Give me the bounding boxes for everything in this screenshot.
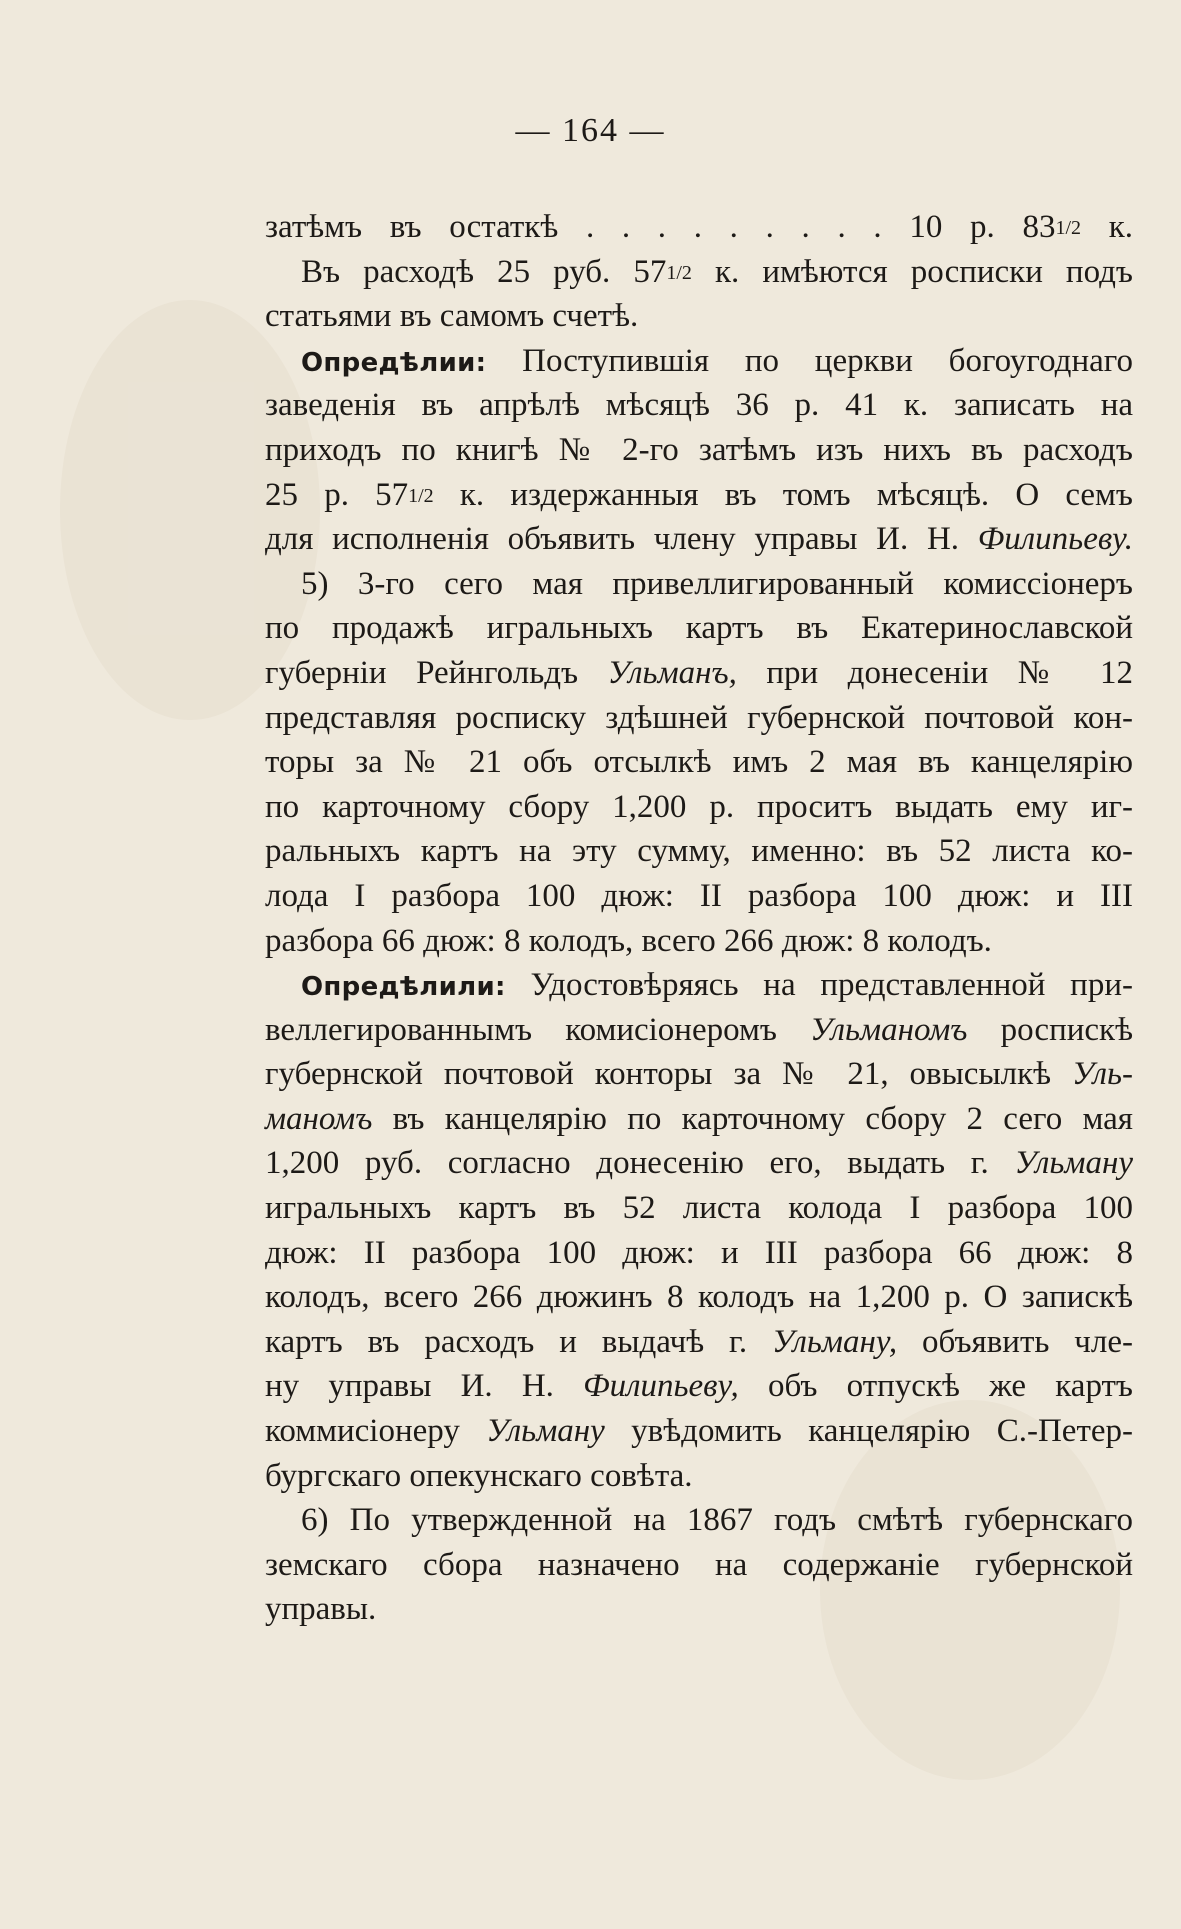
text-segment: управы. [265, 1591, 377, 1628]
italic-name: Филипьеву. [977, 521, 1133, 558]
text-segment: 1,200 руб. согласно донесенію его, выдать г. [265, 1145, 1015, 1182]
text-segment: 25 р. 57 [265, 476, 409, 513]
text-line [265, 473, 1133, 518]
page-text [265, 205, 1133, 1632]
text-line [265, 1186, 1133, 1231]
resolution-heading: Опредѣлии: [301, 347, 487, 378]
text-line [265, 339, 1133, 384]
italic-name: Ульманомъ [810, 1011, 968, 1048]
text-line [265, 874, 1133, 919]
text-segment: Поступившія по церкви богоугоднаго [486, 342, 1133, 379]
text-line [265, 606, 1133, 651]
text-segment: по продажѣ игральныхъ картъ въ Екатеринославской [265, 610, 1133, 647]
text-segment: по карточному сбору 1,200 р. проситъ выдать ему иг- [265, 788, 1133, 825]
resolution-heading: Опредѣлили: [301, 972, 506, 1003]
text-segment: дюж: II разбора 100 дюж: и III разбора 66 дюж: 8 [265, 1234, 1133, 1271]
fraction: 1/2 [1055, 217, 1082, 239]
text-segment: разбора 66 дюж: 8 колодъ, всего 266 дюж: 8 колодъ. [265, 922, 992, 959]
text-line [265, 1141, 1133, 1186]
text-line [265, 1409, 1133, 1454]
text-segment: бургскаго опекунскаго совѣта. [265, 1457, 693, 1494]
text-line [265, 383, 1133, 428]
text-segment: губерніи Рейнгольдъ [265, 654, 608, 691]
text-line [265, 1320, 1133, 1365]
text-segment: лода I разбора 100 дюж: II разбора 100 дюж: и III [265, 877, 1133, 914]
fraction: 1/2 [666, 261, 692, 284]
text-segment: приходъ по книгѣ № 2-го затѣмъ изъ нихъ въ расходъ [265, 431, 1133, 468]
text-segment: заведенія въ апрѣлѣ мѣсяцѣ 36 р. 41 к. записать на [265, 387, 1133, 424]
text-segment: Удостовѣряясь на представленной при- [505, 967, 1133, 1004]
text-line [265, 785, 1133, 830]
italic-name: Ульману [486, 1413, 605, 1450]
italic-name: Филипьеву, [583, 1368, 739, 1405]
italic-name: Ульману [1014, 1145, 1133, 1182]
text-segment: колодъ, всего 266 дюжинъ 8 колодъ на 1,200 р. О запискѣ [265, 1279, 1133, 1316]
text-line [265, 1097, 1133, 1142]
text-line [265, 696, 1133, 741]
text-line [265, 1231, 1133, 1276]
text-segment: веллегированнымъ комисіонеромъ [265, 1011, 811, 1048]
text-segment: земскаго сбора назначено на содержаніе губернской [265, 1546, 1133, 1583]
text-segment: статьями въ самомъ счетѣ. [265, 298, 639, 335]
text-line [265, 651, 1133, 696]
text-segment: игральныхъ картъ въ 52 листа колода I разбора 100 [265, 1190, 1133, 1227]
text-line [265, 250, 1133, 295]
text-segment: картъ въ расходъ и выдачѣ г. [265, 1323, 772, 1360]
text-segment: ральныхъ картъ на эту сумму, именно: въ 52 листа ко- [265, 833, 1133, 870]
text-line [265, 1364, 1133, 1409]
italic-name: Уль- [1072, 1056, 1133, 1093]
text-line [265, 1543, 1133, 1588]
text-segment: к. имѣются росписки подъ [691, 253, 1133, 290]
text-segment: ну управы И. Н. [265, 1368, 584, 1405]
text-segment: Въ расходѣ 25 руб. 57 [301, 253, 667, 290]
text-segment: торы за № 21 объ отсылкѣ имъ 2 мая въ канцелярію [265, 744, 1133, 781]
text-segment: объявить чле- [897, 1323, 1133, 1360]
text-segment: при донесеніи № 12 [736, 654, 1133, 691]
text-segment: представляя росписку здѣшней губернской почтовой кон- [265, 699, 1133, 736]
text-line [265, 1454, 1133, 1499]
text-segment: к. [1081, 209, 1133, 245]
text-line [265, 294, 1133, 339]
text-line [265, 205, 1133, 250]
text-segment: объ отпускѣ же картъ [738, 1368, 1133, 1405]
text-line [265, 517, 1133, 562]
text-segment: коммисіонеру [265, 1413, 487, 1450]
text-segment: увѣдомить канцелярію С.-Петер- [604, 1413, 1134, 1450]
text-line [265, 1498, 1133, 1543]
text-line [265, 1587, 1133, 1632]
text-segment: роспискѣ [967, 1011, 1133, 1048]
page-number: — 164 — [515, 112, 666, 149]
fraction: 1/2 [408, 484, 434, 507]
text-segment: к. издержанныя въ томъ мѣсяцѣ. О семъ [433, 476, 1133, 513]
text-segment: въ канцелярію по карточному сбору 2 сего мая [372, 1100, 1133, 1137]
text-line [265, 1275, 1133, 1320]
text-segment: губернской почтовой конторы за № 21, овысылкѣ [265, 1056, 1073, 1093]
text-segment: для исполненія объявить члену управы И. Н. [265, 521, 978, 558]
text-line [265, 963, 1133, 1008]
italic-name: Ульманъ, [607, 654, 737, 691]
text-line [265, 740, 1133, 785]
italic-name: маномъ [265, 1100, 373, 1137]
text-line [265, 1008, 1133, 1053]
italic-name: Ульману, [771, 1323, 898, 1360]
text-segment: 6) По утвержденной на 1867 годъ смѣтѣ губернскаго [301, 1502, 1133, 1539]
text-line [265, 428, 1133, 473]
text-segment: 5) 3-го сего мая привеллигированный комиссіонеръ [301, 565, 1133, 602]
text-line [265, 1052, 1133, 1097]
text-segment: затѣмъ въ остаткѣ . . . . . . . . . 10 р. 83 [265, 209, 1056, 245]
text-line [265, 829, 1133, 874]
text-line [265, 562, 1133, 607]
text-line [265, 919, 1133, 964]
